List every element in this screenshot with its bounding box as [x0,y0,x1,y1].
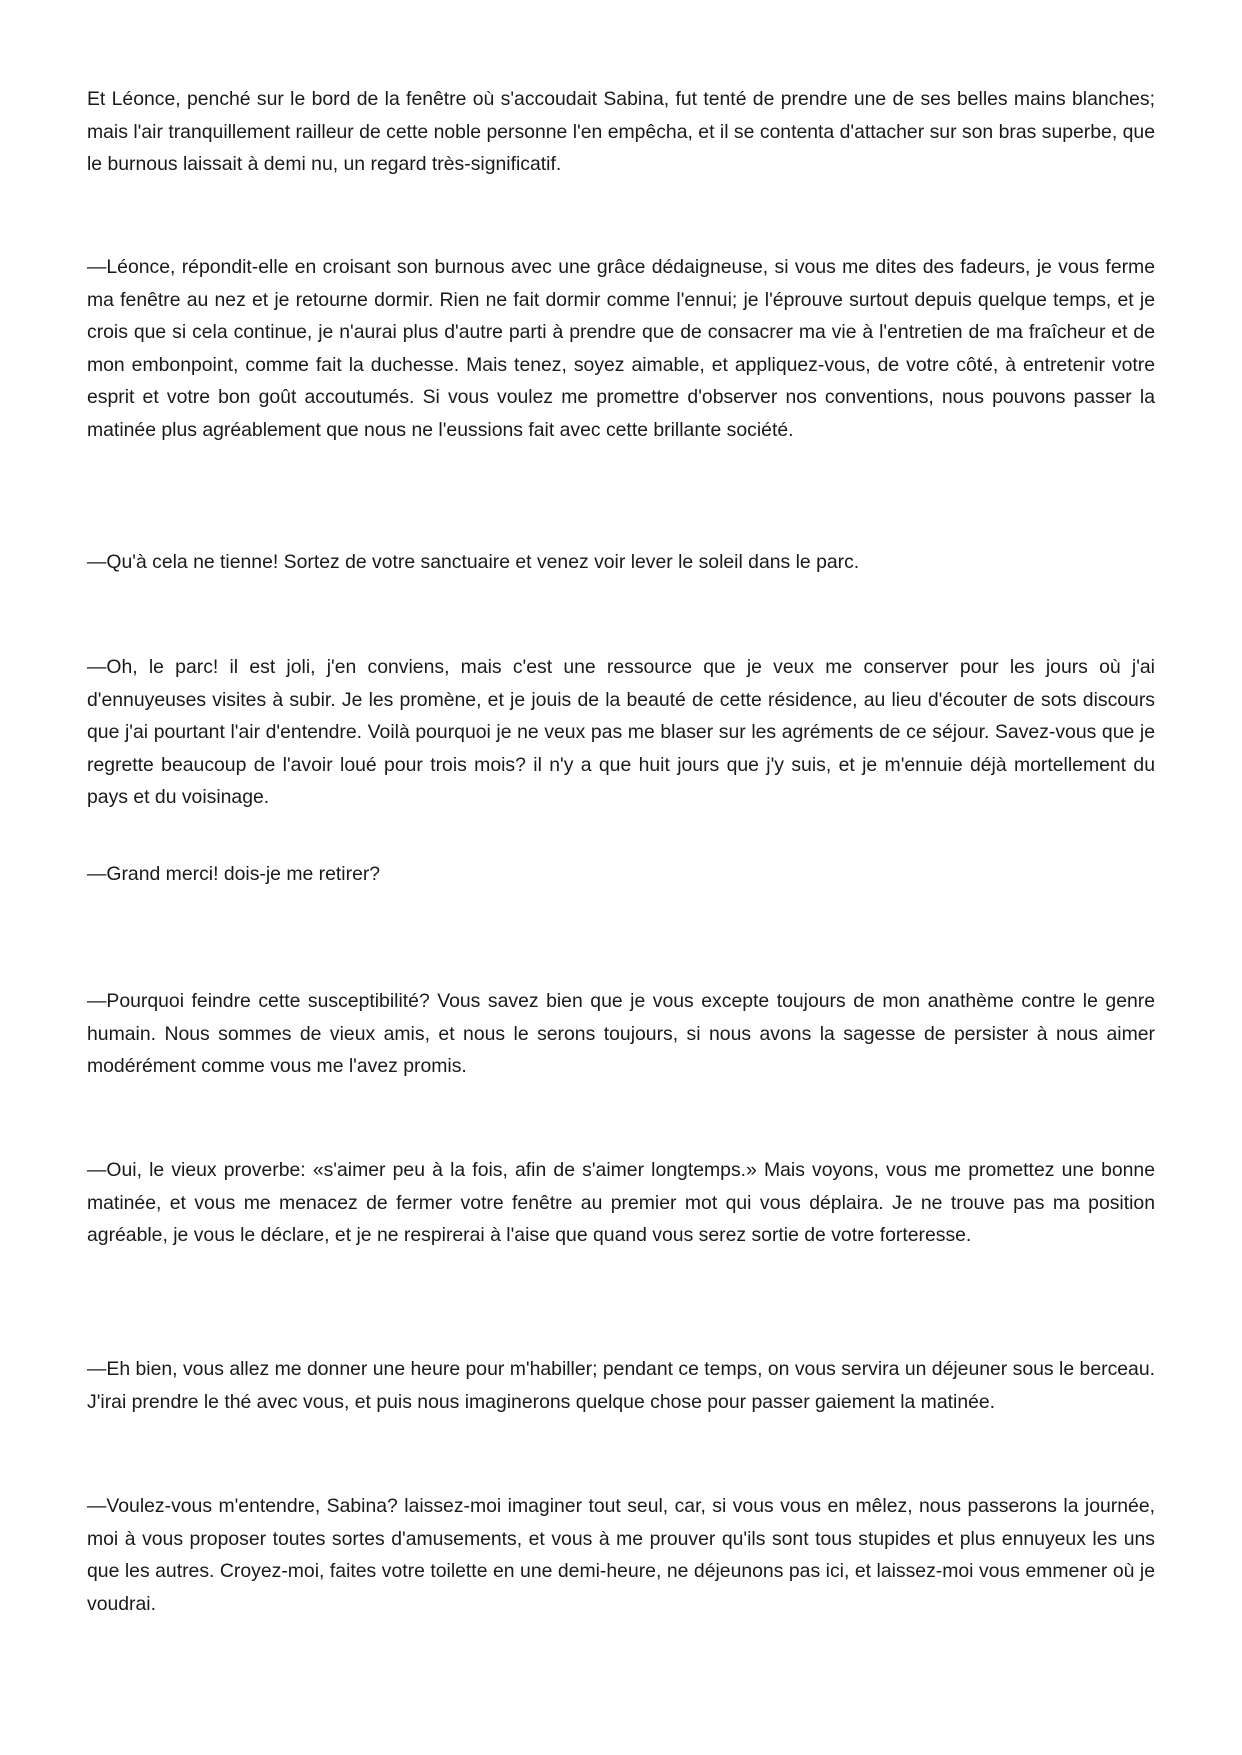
paragraph: —Pourquoi feindre cette susceptibilité? Vous savez bien que je vous excepte toujours de mon anathème contre le genre humain. Nous sommes de vieux amis, et nous le serons toujours, si nous avons la sagesse de persister à nous aimer modérément comme vous me l'avez promis. [87,990,1155,1077]
paragraph: Et Léonce, penché sur le bord de la fenêtre où s'accoudait Sabina, fut tenté de prendre une de ses belles mains blanches; mais l'air tranquillement railleur de cette noble personne l'en empêcha, et il se contenta d'attacher sur son bras superbe, que le burnous laissait à demi nu, un regard très-significatif. [87,88,1155,175]
paragraph: —Oh, le parc! il est joli, j'en conviens, mais c'est une ressource que je veux me conserver pour les jours où j'ai d'ennuyeuses visites à subir. Je les promène, et je jouis de la beauté de cette résidence, au lieu d'écouter de sots discours que j'ai pourtant l'air d'entendre. Voilà pourquoi je ne veux pas me blaser sur les agréments de ce séjour. Savez-vous que je regrette beaucoup de l'avoir loué pour trois mois? il n'y a que huit jours que j'y suis, et je m'ennuie déjà mortellement du pays et du voisinage. [87,656,1155,808]
paragraph: —Voulez-vous m'entendre, Sabina? laissez-moi imaginer tout seul, car, si vous vous en mêlez, nous passerons la journée, moi à vous proposer toutes sortes d'amusements, et vous à me prouver qu'ils sont tous stupides et plus ennuyeux les uns que les autres. Croyez-moi, faites votre toilette en une demi-heure, ne déjeunons pas ici, et laissez-moi vous emmener où je voudrai. [87,1495,1155,1615]
paragraph: —Eh bien, vous allez me donner une heure pour m'habiller; pendant ce temps, on vous servira un déjeuner sous le berceau. J'irai prendre le thé avec vous, et puis nous imaginerons quelque chose pour passer gaiement la matinée. [87,1358,1155,1413]
paragraph: —Oui, le vieux proverbe: «s'aimer peu à la fois, afin de s'aimer longtemps.» Mais voyons, vous me promettez une bonne matinée, et vous me menacez de fermer votre fenêtre au premier mot qui vous déplaira. Je ne trouve pas ma position agréable, je vous le déclare, et je ne respirerai à l'aise que quand vous serez sortie de votre forteresse. [87,1159,1155,1246]
paragraph: —Grand merci! dois-je me retirer? [87,863,381,885]
paragraph: —Qu'à cela ne tienne! Sortez de votre sanctuaire et venez voir lever le soleil dans le parc. [87,551,860,573]
paragraph: —Léonce, répondit-elle en croisant son burnous avec une grâce dédaigneuse, si vous me dites des fadeurs, je vous ferme ma fenêtre au nez et je retourne dormir. Rien ne fait dormir comme l'ennui; je l'éprouve surtout depuis quelque temps, et je crois que si cela continue, je n'aurai plus d'autre parti à prendre que de consacrer ma vie à l'entretien de ma fraîcheur et de mon embonpoint, comme fait la duchesse. Mais tenez, soyez aimable, et appliquez-vous, de votre côté, à entretenir votre esprit et votre bon goût accoutumés. Si vous voulez me promettre d'observer nos conventions, nous pouvons passer la matinée plus agréablement que nous ne l'eussions fait avec cette brillante société. [87,256,1155,441]
